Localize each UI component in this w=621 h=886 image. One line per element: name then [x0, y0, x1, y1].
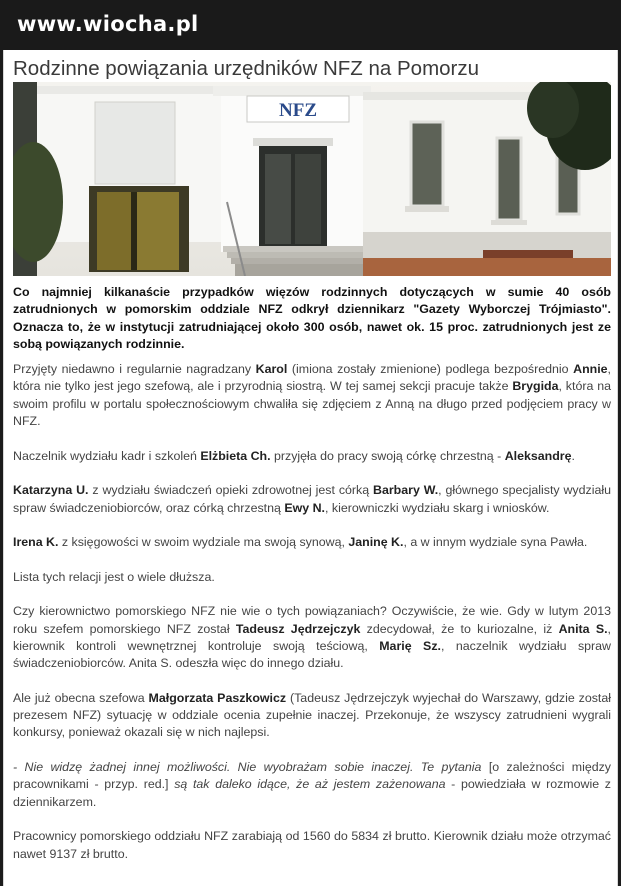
paragraph-3: Katarzyna U. z wydziału świadczeń opieki zdrowotnej jest córką Barbary W., głównego specjalisty wydziału spraw świadczeniobiorców, oraz córką chrzestną Ewy N., kierowniczki wydziału skarg i wniosków. — [13, 483, 611, 515]
paragraph-2: Naczelnik wydziału kadr i szkoleń Elżbieta Ch. przyjęła do pracy swoją córkę chrzestną - Aleksandrę. — [13, 448, 575, 463]
article-body — [13, 284, 611, 880]
article-photo — [13, 82, 611, 276]
paragraph-8-quote: - Nie widzę żadnej innej możliwości. Nie wyobrażam sobie inaczej. Te pytania [o zależności między pracownikami - przyp. red.] są tak daleko idące, że aż jestem zażenowana - powiedziała w rozmowie z dziennikarzem. — [13, 760, 611, 809]
nfz-building-photo — [13, 82, 611, 276]
article-title: Rodzinne powiązania urzędników NFZ na Pomorzu — [13, 57, 480, 80]
paragraph-4: Irena K. z księgowości w swoim wydziale ma swoją synową, Janinę K., a w innym wydziale syna Pawła. — [13, 535, 588, 550]
paragraph-9: Pracownicy pomorskiego oddziału NFZ zarabiają od 1560 do 5834 zł brutto. Kierownik działu może otrzymać nawet 9137 zł brutto. — [13, 829, 611, 861]
paragraph-6: Czy kierownictwo pomorskiego NFZ nie wie o tych powiązaniach? Oczywiście, że wie. Gdy w lutym 2013 roku szefem pomorskiego NFZ został Tadeusz Jędrzejczyk zdecydował, że to kuriozalne, iż Anita S., kierownik kontroli wewnętrznej kontroluje swoją teściową, Marię Sz., naczelnik wydziału spraw świadczeniobiorców. Anita S. odeszła więc do innego działu. — [13, 604, 611, 671]
paragraph-1: Przyjęty niedawno i regularnie nagradzany Karol (imiona zostały zmienione) podlega bezpośrednio Annie, która nie tylko jest jego szefową, ale i przyrodnią siostrą. W tej samej sekcji pracuje także Brygida, która na swoim profilu w portalu społecznościowym chwaliła się zdjęciem z Anną na długo przed podjęciem pracy w NFZ. — [13, 362, 612, 429]
paragraph-7: Ale już obecna szefowa Małgorzata Paszkowicz (Tadeusz Jędrzejczyk wyjechał do Warszawy, gdzie został prezesem NFZ) sytuację w oddziale ocenia zupełnie inaczej. Przekonuje, że wszyscy zatrudnieni wygrali konkursy, ponieważ okazali się w nich najlepsi. — [13, 690, 612, 740]
paragraph-5: Lista tych relacji jest o wiele dłuższa. — [13, 569, 215, 584]
site-header — [0, 0, 621, 50]
site-logo[interactable]: www.wiocha.pl — [17, 12, 199, 36]
article-page — [3, 50, 618, 886]
article-lead: Co najmniej kilkanaście przypadków więzów rodzinnych dotyczących w sumie 40 osób zatrudnionych w pomorskim oddziale NFZ odkrył dziennikarz "Gazety Wyborczej Trójmiasto". Oznacza to, że w instytucji zatrudniającej około 300 osób, nawet ok. 15 proc. zatrudnionych jest ze sobą powiązanych rodzinnie. — [13, 285, 611, 351]
nfz-sign-text: NFZ — [279, 100, 317, 121]
